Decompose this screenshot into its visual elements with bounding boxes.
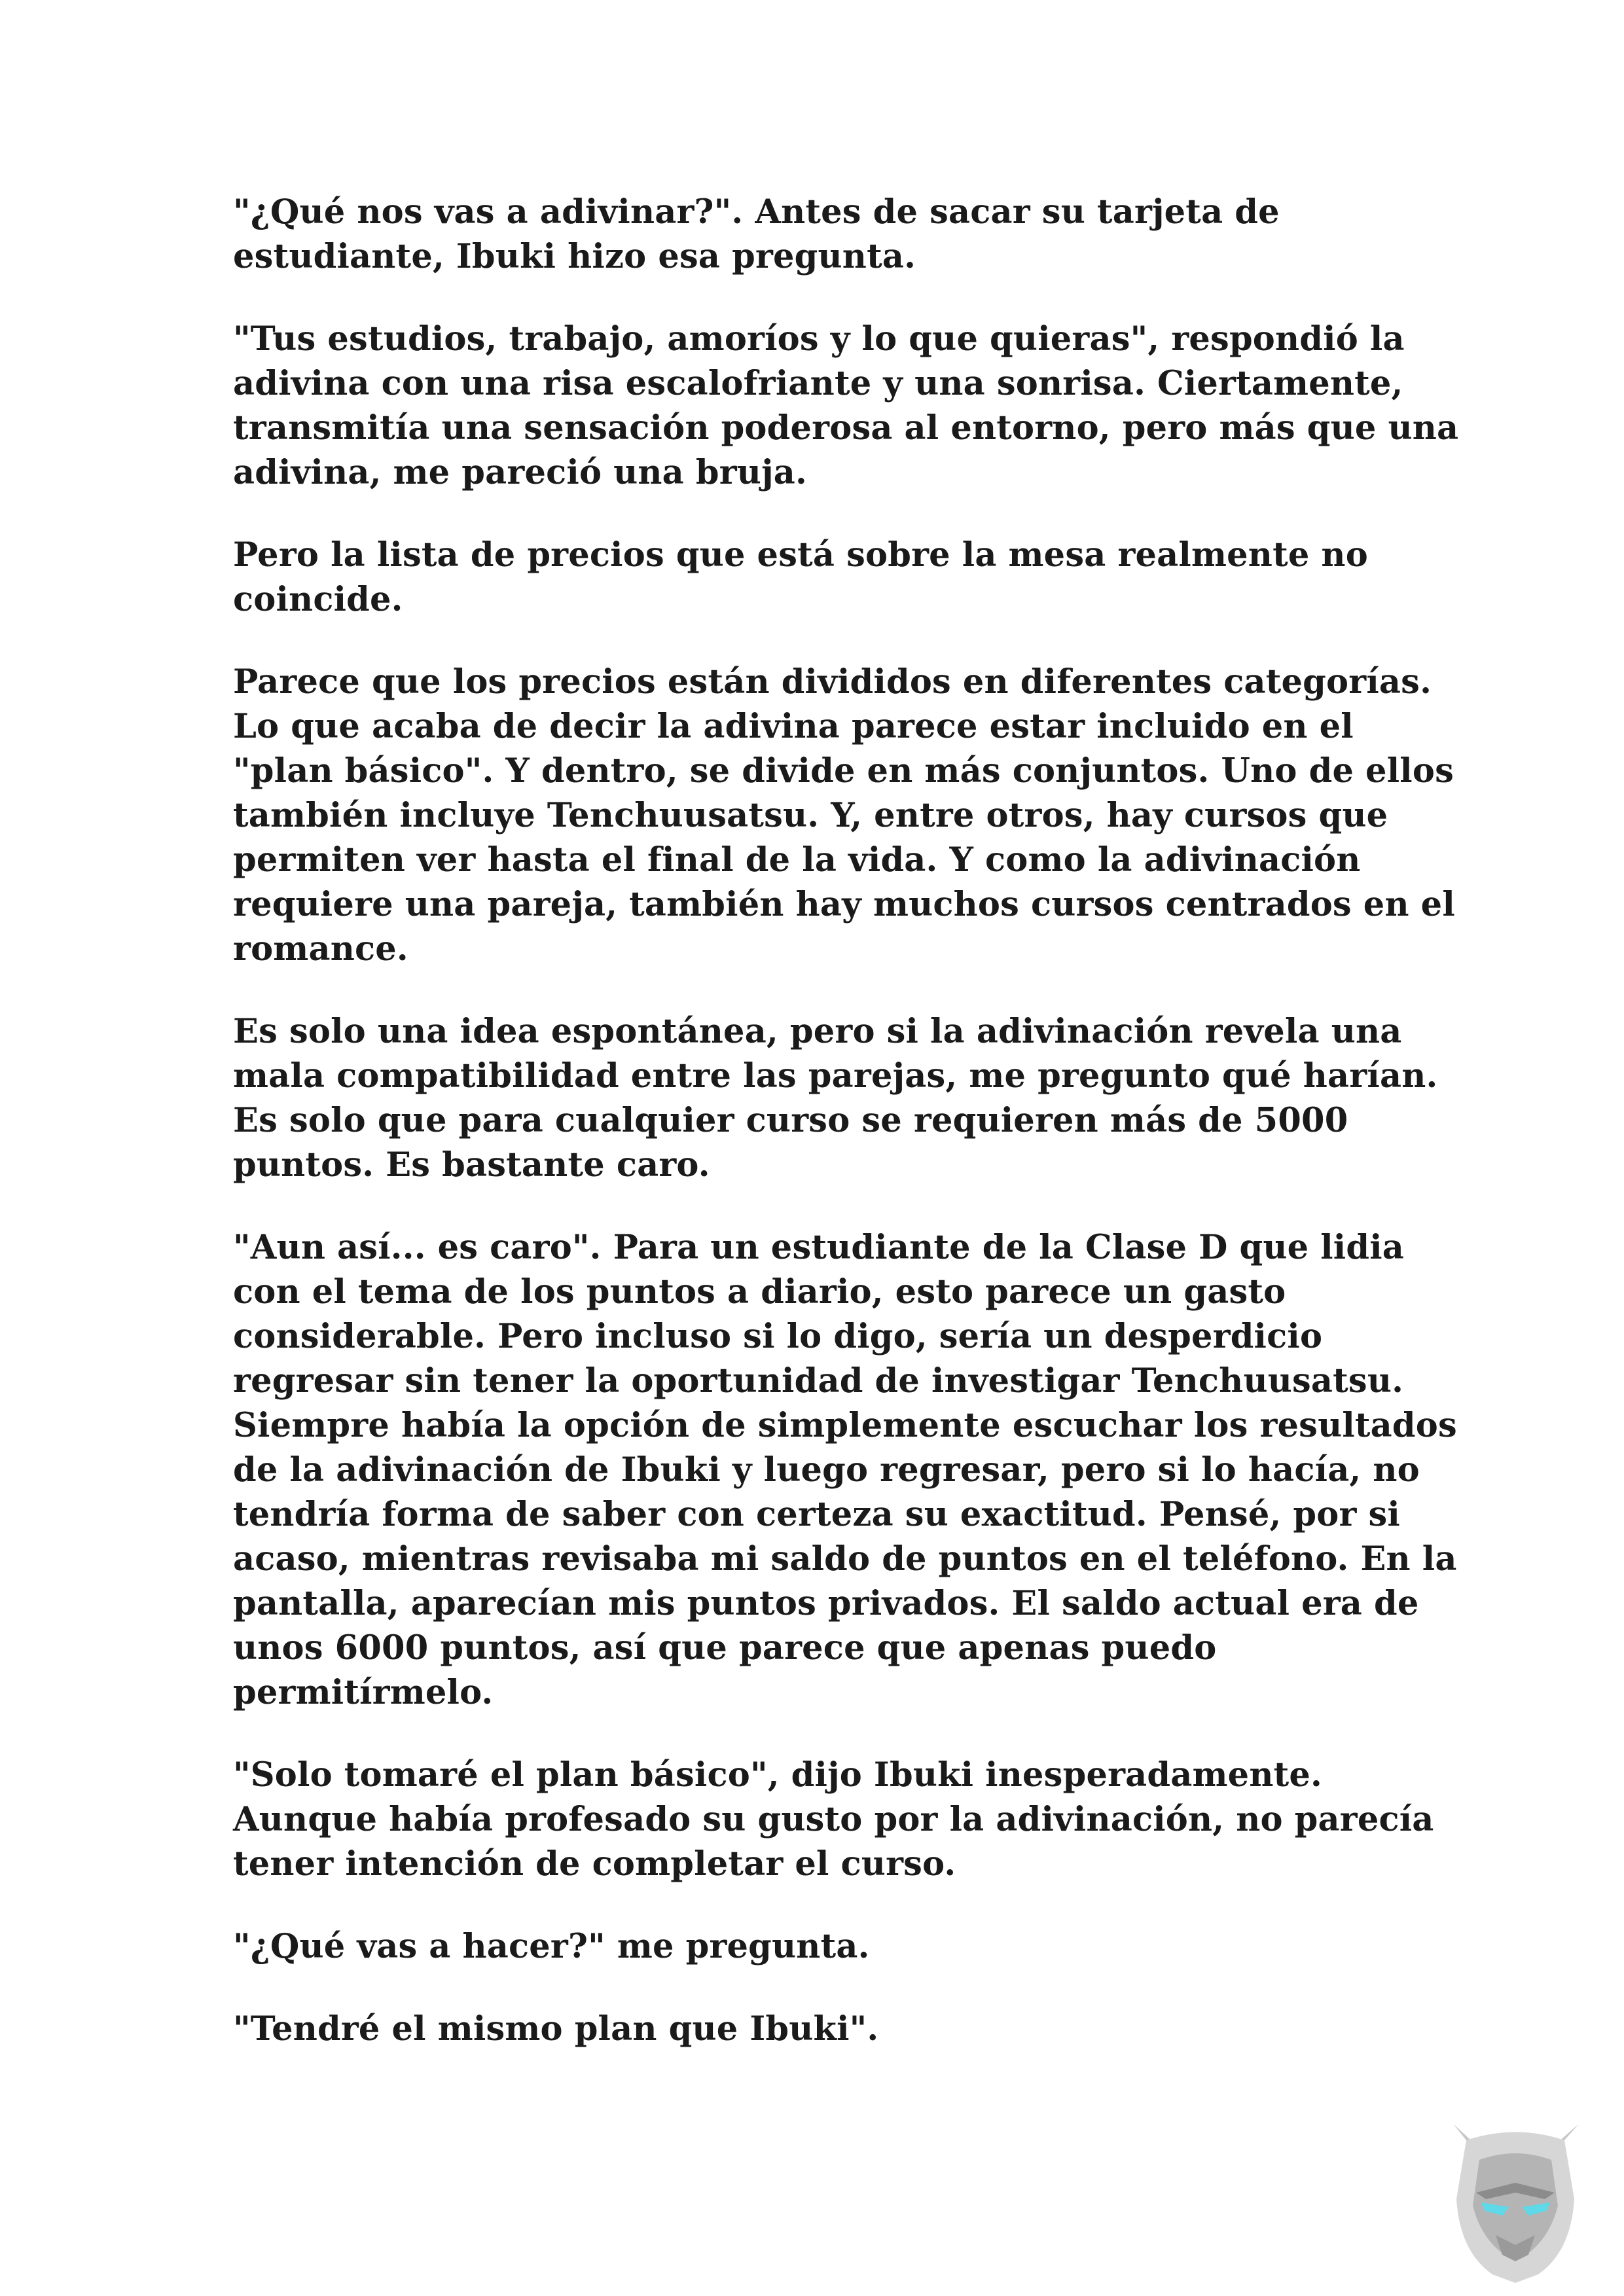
paragraph: Es solo una idea espontánea, pero si la adivinación revela una mala compatibilidad entre las parejas, me pregunto qué harían. Es solo que para cualquier curso se requieren más de 5000 puntos. Es bastante caro. (233, 1012, 1438, 1185)
paragraph: "¿Qué nos vas a adivinar?". Antes de sacar su tarjeta de estudiante, Ibuki hizo esa pregunta. (233, 192, 1280, 276)
paragraph: Pero la lista de precios que está sobre la mesa realmente no coincide. (233, 535, 1368, 619)
paragraph: "Aun así... es caro". Para un estudiante de la Clase D que lidia con el tema de los puntos a diario, esto parece un gasto considerable. Pero incluso si lo digo, sería un desperdicio regresar sin tener la oportunidad de investigar Tenchuusatsu. Siempre había la opción de simplemente escuchar los resultados de la adivinación de Ibuki y luego regresar, pero si lo hacía, no tendría forma de saber con certeza su exactitud. Pensé, por si acaso, mientras revisaba mi saldo de puntos en el teléfono. En la pantalla, aparecían mis puntos privados. El saldo actual era de unos 6000 puntos, así que parece que apenas puedo permitírmelo. (233, 1228, 1457, 1712)
paragraph: Parece que los precios están divididos en diferentes categorías. Lo que acaba de decir la adivina parece estar incluido en el "plan básico". Y dentro, se divide en más conjuntos. Uno de ellos también incluye Tenchuusatsu. Y, entre otros, hay cursos que permiten ver hasta el final de la vida. Y como la adivinación requiere una pareja, también hay muchos cursos centrados en el romance. (233, 662, 1455, 969)
body-text (233, 190, 1464, 2089)
paragraph: "Solo tomaré el plan básico", dijo Ibuki inesperadamente. Aunque había profesado su gusto por la adivinación, no parecía tener intención de completar el curso. (233, 1755, 1434, 1884)
horned-mask-icon (1440, 2121, 1591, 2284)
paragraph: "Tendré el mismo plan que Ibuki". (233, 2009, 879, 2049)
paragraph: "¿Qué vas a hacer?" me pregunta. (233, 1927, 870, 1966)
paragraph: "Tus estudios, trabajo, amoríos y lo que quieras", respondió la adivina con una risa escalofriante y una sonrisa. Ciertamente, transmitía una sensación poderosa al entorno, pero más que una adivina, me pareció una bruja. (233, 319, 1459, 492)
